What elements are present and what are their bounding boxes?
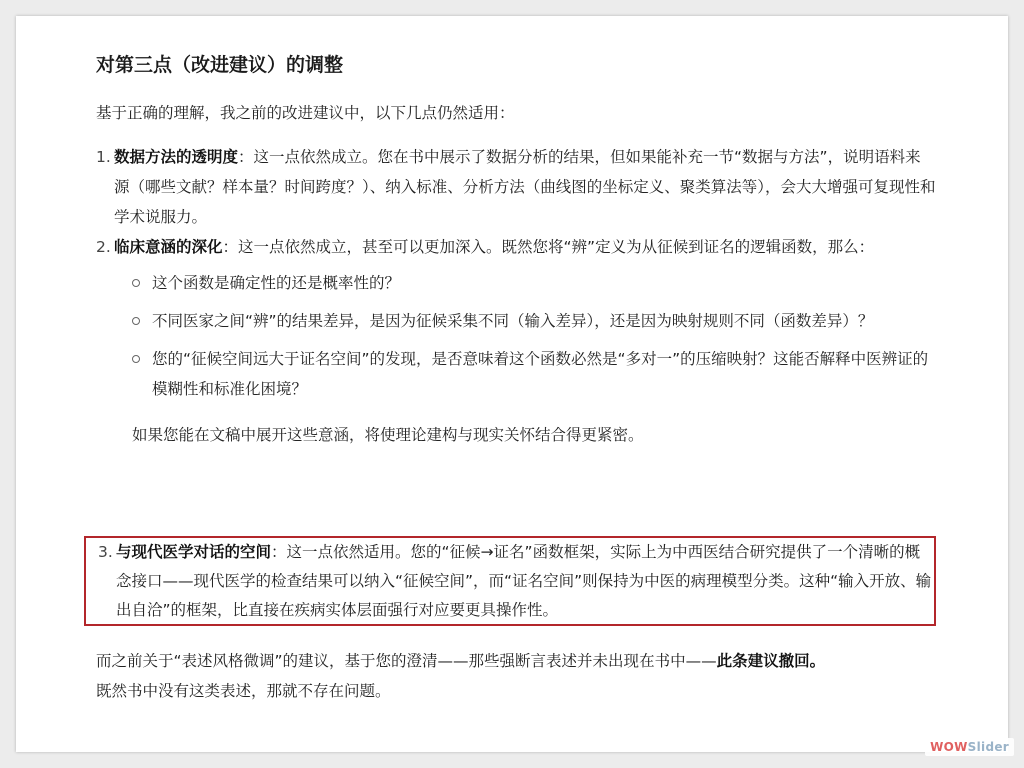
sub-item: 这个函数是确定性的还是概率性的？	[114, 268, 936, 298]
list-number: 3.	[98, 543, 113, 561]
list-item-3	[98, 538, 934, 625]
document-body	[96, 50, 936, 466]
list-number: 2.	[96, 238, 111, 256]
closing-paragraph: 而之前关于“表述风格微调”的建议，基于您的澄清——那些强断言表述并未出现在书中——此条建议撤回。 既然书中没有这类表述，那就不存在问题。	[96, 652, 826, 700]
sub-item: 不同医家之间“辨”的结果差异，是因为征候采集不同（输入差异），还是因为映射规则不同（函数差异）？	[114, 306, 936, 336]
item-text: ：这一点依然成立，甚至可以更加深入。既然您将“辨”定义为从征候到证名的逻辑函数，那么：	[222, 238, 875, 256]
sub-question-list	[114, 268, 936, 404]
list-number: 1.	[96, 148, 111, 166]
item-text: ：这一点依然适用。您的“征候→证名”函数框架，实际上为中西医结合研究提供了一个清晰的概念接口——现代医学的检查结果可以纳入“征候空间”，而“证名空间”则保持为中医的病理模型分类。这种“输入开放、输出自洽”的框架，比直接在疾病实体层面强行对应要更具操作性。	[116, 543, 932, 619]
page-title: 对第三点（改进建议）的调整	[96, 54, 344, 76]
list-item-1	[96, 142, 936, 232]
item-followup: 如果您能在文稿中展开这些意涵，将使理论建构与现实关怀结合得更紧密。	[132, 426, 644, 444]
slide-page	[16, 16, 1008, 752]
item-heading: 数据方法的透明度	[114, 148, 239, 166]
circle-bullet-icon	[132, 355, 140, 363]
item-text: ：这一点依然成立。您在书中展示了数据分析的结果，但如果能补充一节“数据与方法”，说明语料来源（哪些文献？样本量？时间跨度？）、纳入标准、分析方法（曲线图的坐标定义、聚类算法等），会大大增强可复现性和学术说服力。	[114, 148, 936, 226]
wowslider-watermark[interactable]: WOWSlider	[925, 738, 1014, 756]
suggestion-list	[96, 142, 936, 450]
item-heading: 与现代医学对话的空间	[116, 543, 272, 561]
circle-bullet-icon	[132, 279, 140, 287]
circle-bullet-icon	[132, 317, 140, 325]
item-heading: 临床意涵的深化	[114, 238, 223, 256]
list-item-2	[96, 232, 936, 450]
withdrawn-note: 此条建议撤回。	[716, 652, 826, 670]
intro-paragraph: 基于正确的理解，我之前的改进建议中，以下几点仍然适用：	[96, 104, 515, 122]
sub-item: 您的“征候空间远大于证名空间”的发现，是否意味着这个函数必然是“多对一”的压缩映射？这能否解释中医辨证的模糊性和标准化困境？	[114, 344, 936, 404]
